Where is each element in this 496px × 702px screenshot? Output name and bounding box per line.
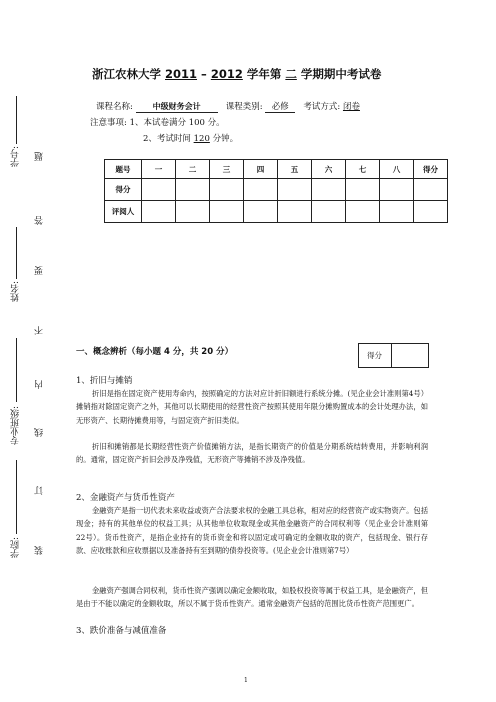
name-field[interactable]: [16, 227, 17, 279]
binding-char: 订: [35, 486, 45, 495]
method-value: 闭卷: [342, 102, 360, 112]
reviewer-cell[interactable]: [142, 201, 176, 223]
item-paragraph: 折旧和摊销都是长期经营性资产价值摊销方法，是指长期资产的价值是分期系统结转费用，并影响利润的。通常，固定资产折旧会涉及净残值，无形资产等摊销不涉及净残值。: [76, 442, 428, 465]
score-header-cell: 一: [142, 160, 176, 179]
student-id-label: 学号:: [11, 146, 21, 168]
score-row-label: 评阅人: [105, 201, 142, 223]
score-header-cell: 得分: [414, 160, 448, 179]
notes-label: 注意事项:: [90, 118, 127, 128]
college-field[interactable]: [16, 460, 17, 534]
class-label: 专业班级:: [11, 406, 21, 446]
score-cell[interactable]: [176, 179, 210, 201]
course-label: 课程名称:: [96, 102, 133, 112]
binding-char: 装: [35, 546, 45, 555]
class-field[interactable]: [16, 338, 17, 402]
binding-char: 题: [35, 152, 45, 161]
reviewer-cell[interactable]: [380, 201, 414, 223]
reviewer-cell[interactable]: [176, 201, 210, 223]
type-label: 课程类别:: [225, 102, 263, 112]
college-label: 学院:: [11, 537, 21, 559]
reviewer-cell[interactable]: [312, 201, 346, 223]
item-paragraph: 金融资产强调合同权利，货币性资产强调以确定金额收取，如股权投资等属于权益工具，是金融资产，但是由于不能以确定的金额收取，所以不属于货币性资产。通常金融资产包括的范围比货币性资产范围更广。: [76, 586, 428, 609]
score-header-cell: 五: [278, 160, 312, 179]
notes-line-1: [90, 116, 225, 128]
score-header-cell: 题号: [105, 160, 142, 179]
score-cell[interactable]: [380, 179, 414, 201]
score-table-row: [105, 201, 448, 223]
reviewer-cell[interactable]: [210, 201, 244, 223]
score-header-cell: 三: [210, 160, 244, 179]
binding-char: 不: [35, 326, 45, 335]
reviewer-cell[interactable]: [244, 201, 278, 223]
score-cell[interactable]: [346, 179, 380, 201]
item-paragraph: 折旧是指在固定资产使用寿命内，按照确定的方法对应计折旧额进行系统分摊。(见企业会计准则第4号）摊销指对除固定资产之外，其他可以长期使用的经营性资产按照其使用年限分摊购置成本的会计处理办法，如无形资产、长期待摊费用等，与固定资产折旧类似。: [76, 389, 428, 425]
item-heading: 3、跌价准备与减值准备: [76, 626, 167, 636]
item-heading: 1、折旧与摊销: [76, 376, 133, 386]
score-table-row: [105, 179, 448, 201]
score-cell[interactable]: [210, 179, 244, 201]
student-id-field[interactable]: [16, 96, 17, 144]
section-title: 一、概念辨析（每小题 4 分，共 20 分）: [76, 347, 234, 357]
page-number: 1: [244, 677, 248, 684]
binding-char: 线: [35, 428, 45, 437]
name-label: 姓名:: [11, 281, 21, 303]
type-value: 必修: [265, 100, 295, 113]
item-paragraph: 金融资产是指一切代表未来收益或资产合法要求权的金融工具总称，相对应的经营资产或实物资产。包括现金；持有的其他单位的权益工具；从其他单位收取现金或其他金融资产的合同权利等（见企业会计准则第22号）。货币性资产，是指企业持有的货币资金和将以固定或可确定的金额收取的资产，包括现金、银行存款、应收账款和应收票据以及准备持有至到期的债券投资等。(见企业会计准则第7号）: [76, 506, 428, 556]
score-cell[interactable]: [414, 179, 448, 201]
score-header-cell: 六: [312, 160, 346, 179]
score-row-label: 得分: [105, 179, 142, 201]
score-cell[interactable]: [312, 179, 346, 201]
binding-char: 内: [35, 380, 45, 389]
reviewer-cell[interactable]: [346, 201, 380, 223]
method-label: 考试方式:: [303, 102, 341, 112]
score-cell[interactable]: [244, 179, 278, 201]
item-heading: 2、金融资产与货币性资产: [76, 493, 175, 503]
binding-char: 答: [35, 216, 45, 225]
score-header-cell: 八: [380, 160, 414, 179]
score-cell[interactable]: [142, 179, 176, 201]
reviewer-cell[interactable]: [278, 201, 312, 223]
score-header-cell: 四: [244, 160, 278, 179]
score-cell[interactable]: [278, 179, 312, 201]
note-1: 1、本试卷满分 100 分。: [129, 118, 225, 128]
course-meta: [96, 100, 360, 113]
binding-char: 要: [35, 266, 45, 275]
score-header-cell: 二: [176, 160, 210, 179]
section-score-label: 得分: [367, 351, 382, 360]
course-value: 中级财务会计: [136, 101, 218, 113]
exam-title: 浙江农林大学 2011 – 2012 学年第 二 学期期中考试卷: [92, 67, 382, 81]
score-table: [104, 159, 448, 223]
score-header-cell: 七: [346, 160, 380, 179]
notes-line-2: 2、考试时间 120 分钟。: [143, 134, 239, 144]
reviewer-cell[interactable]: [414, 201, 448, 223]
section-score-box: [358, 343, 429, 368]
exam-duration: 120: [193, 134, 210, 144]
score-table-header-row: [105, 160, 448, 179]
